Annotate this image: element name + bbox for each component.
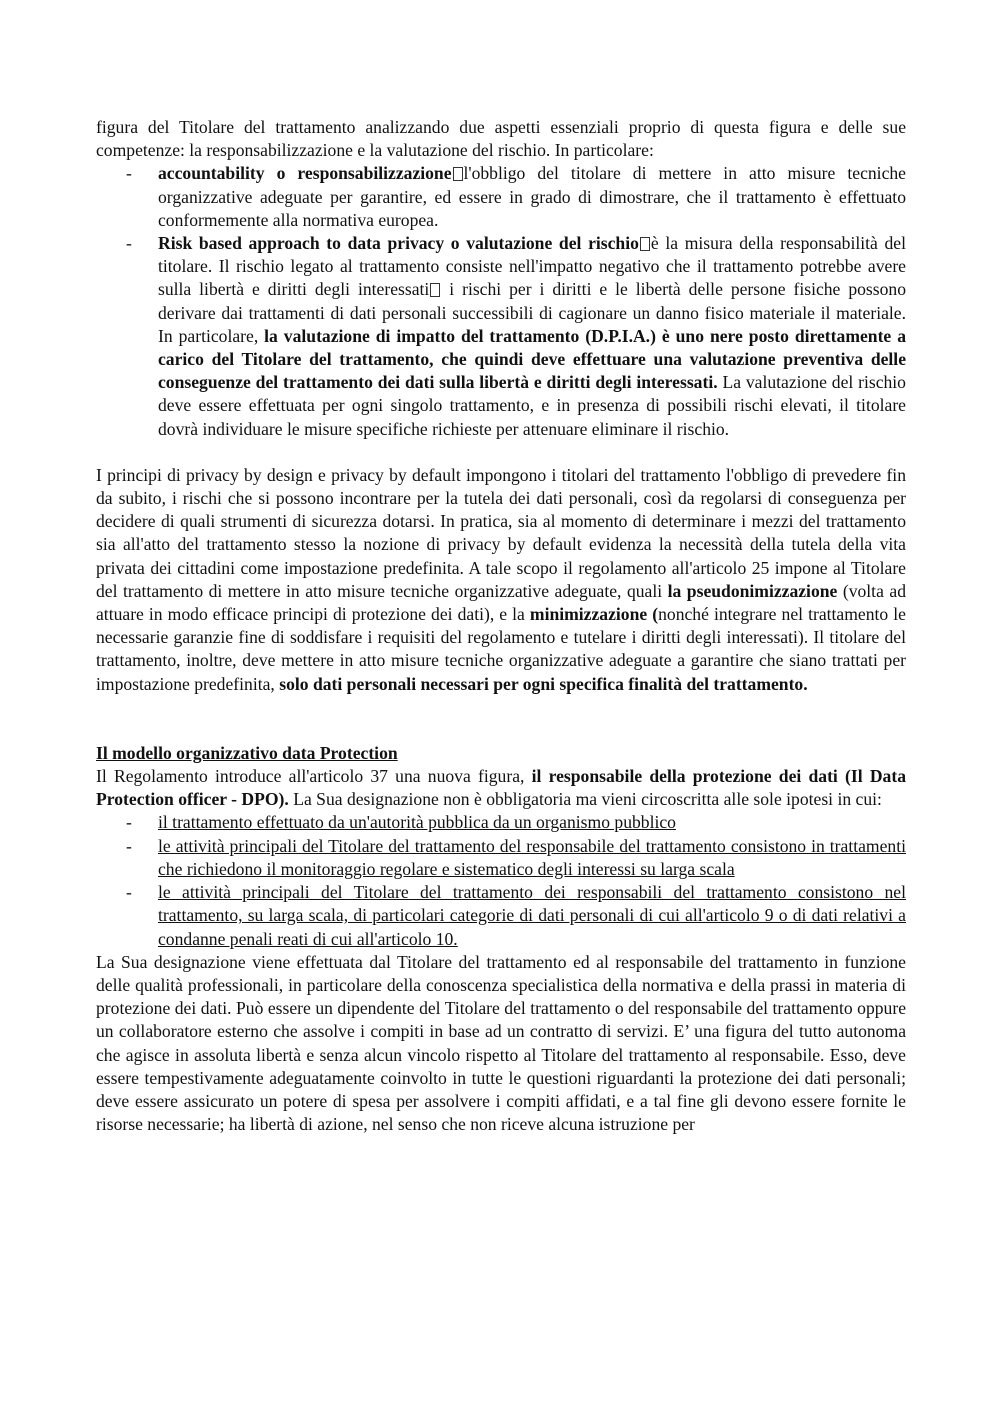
intro-paragraph: figura del Titolare del trattamento analizzando due aspetti essenziali proprio di questa figura e delle sue competenze: la responsabilizzazione e la valutazione del rischio. In particolare: — [96, 117, 906, 161]
para2-text-2: (volta ad attuare in modo efficace principi di protezione dei dati), e la — [96, 580, 906, 625]
designation-paragraph: La Sua designazione viene effettuata dal Titolare del trattamento ed al responsabile del trattamento in funzione delle qualità professionali, in particolare della conoscenza specialistica della normativa e della prassi in materia di protezione dei dati. Può essere un dipendente del Titolare del trattamento o del responsabile del trattamento oppure un collaboratore esterno che assolve i compiti in base ad un contratto di servizi. E’ una figura del tutto autonoma che agisce in assoluta libertà e senza alcun vincolo rispetto al Titolare del trattamento al responsabile. Esso, deve essere tempestivamente adeguatamente coinvolto in tutte le questioni riguardanti la protezione dei dati personali; deve essere assicurato un potere di spesa per assolvere i compiti affidati, e a tal fine gli devono essere fornite le risorse necessarie; ha libertà di azione, nel senso che non riceve alcuna istruzione per — [96, 951, 906, 1135]
missing-glyph-icon — [430, 283, 440, 297]
document-page — [96, 116, 906, 1136]
case-text: il trattamento effettuato da un'autorità pubblica da un organismo pubblico — [158, 812, 676, 833]
principles-list — [96, 162, 906, 440]
risk-text-3: La valutazione del rischio deve essere effettuata per ogni singolo trattamento, e in presenza di possibili rischi elevati, il titolare dovrà individuare le misure specifiche richieste per attenuare eliminare il rischio. — [158, 372, 906, 439]
privacy-by-design-paragraph — [96, 464, 906, 696]
risk-text-2: i rischi per i diritti e le libertà delle persone fisiche possono derivare dai trattamenti di dati personali successibili di cagionare un danno fisico materiale il materiale. In particolare, — [158, 279, 906, 346]
case-text: le attività principali del Titolare del trattamento dei responsabili del trattamento consistono nel trattamento, su larga scala, di particolari categorie di dati personali di cui all'articolo 9 o di dati relativi a condanne penali reati di cui all'articolo 10. — [158, 882, 906, 949]
section-heading: Il modello organizzativo data Protection — [96, 742, 398, 763]
dpia-bold-text: la valutazione di impatto del trattamento (D.P.I.A.) è uno nere posto direttamente a carico del Titolare del trattamento, che quindi deve effettuare una valutazione preventiva delle conseguenze del trattamento dei dati sulla libertà e diritti degli interessati. — [158, 325, 906, 393]
dpo-intro-paragraph — [96, 765, 906, 811]
dpo-text-1: Il Regolamento introduce all'articolo 37 una nuova figura, — [96, 766, 532, 787]
list-item — [96, 881, 906, 951]
missing-glyph-icon — [453, 167, 463, 181]
list-item — [96, 811, 906, 834]
list-item-risk-approach — [96, 232, 906, 441]
list-item — [96, 835, 906, 881]
missing-glyph-icon — [640, 237, 650, 251]
dpo-bold-text: il responsabile della protezione dei dati (Il Data Protection officer - DPO). — [96, 766, 906, 810]
case-text: le attività principali del Titolare del trattamento del responsabile del trattamento consistono in trattamenti che richiedono il monitoraggio regolare e sistematico degli interessi su larga scala — [158, 835, 906, 879]
minimization-term: minimizzazione ( — [529, 604, 659, 625]
necessary-data-bold: solo dati personali necessari per ogni specifica finalità del trattamento. — [279, 673, 808, 694]
dpo-cases-list — [96, 811, 906, 950]
accountability-term: accountability o responsabilizzazione — [158, 163, 452, 184]
accountability-text: l'obbligo del titolare di mettere in atto misure tecniche organizzative adeguate per garantire, ed essere in grado di dimostrare, che il trattamento è effettuato conformemente alla normativa europea. — [158, 163, 906, 230]
list-item-accountability — [96, 162, 906, 232]
para2-text-3: nonché integrare nel trattamento le necessarie garanzie fine di soddisfare i requisiti del regolamento e tutelare i diritti degli interessati). Il titolare del trattamento, inoltre, deve mettere in atto misure tecniche organizzative adeguate a garantire che siano trattati per impostazione predefinita, — [96, 604, 906, 694]
risk-text-1: è la misura della responsabilità del titolare. Il rischio legato al trattamento consiste nell'impatto negativo che il trattamento potrebbe avere sulla libertà e diritti degli interessati — [158, 233, 906, 300]
risk-term: Risk based approach to data privacy o valutazione del rischio — [158, 233, 639, 254]
pseudonymization-term: la pseudonimizzazione — [667, 580, 838, 601]
para2-text-1: I principi di privacy by design e privacy by default impongono i titolari del trattamento l'obbligo di prevedere fin da subito, i rischi che si possono incontrare per la tutela dei dati personali, così da regolarsi di conseguenza per decidere di quali strumenti di sicurezza dotarsi. In pratica, sia al momento di determinare i mezzi del trattamento sia all'atto del trattamento stesso la nozione di privacy by default evidenza la necessità della tutela della vita privata dei cittadini come impostazione predefinita. A tale scopo il regolamento all'articolo 25 impone al Titolare del trattamento di mettere in atto misure tecniche organizzative adeguate, quali — [96, 464, 906, 601]
dpo-text-2: La Sua designazione non è obbligatoria ma vieni circoscritta alle sole ipotesi in cui: — [288, 789, 882, 810]
